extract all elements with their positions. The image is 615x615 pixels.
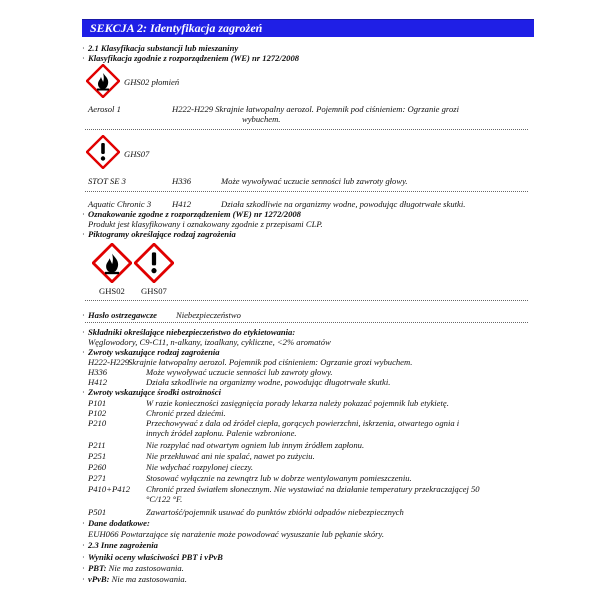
labeling-text: Produkt jest klasyfikowany i oznakowany zgodnie z przepisami CLP.: [88, 219, 323, 229]
bullet: ·: [82, 310, 85, 320]
precaution-text-2: innych źródeł zapłonu. Palenie wzbronione.: [146, 428, 297, 438]
components-text: Węglowodory, C9-C11, n-alkany, izoalkany, cykliczne, <2% aromatów: [88, 337, 331, 347]
precaution-text: Nie wdychać rozpylonej cieczy.: [146, 462, 254, 472]
vpvb-label: vPvB:: [88, 574, 110, 584]
additional-info-text: EUH066 Powtarzające się narażenie może powodować wysuszanie lub pękanie skóry.: [88, 529, 384, 539]
bullet: ·: [82, 574, 85, 584]
additional-info-title: Dane dodatkowe:: [88, 518, 150, 528]
pictogram-label-ghs02: GHS02: [99, 286, 125, 296]
aerosol-hazard-text: H222-H229 Skrajnie łatwopalny aerozol. Pojemnik pod ciśnieniem: Ogrzanie grozi: [172, 104, 459, 114]
bullet: ·: [82, 552, 85, 562]
precaution-code: P101: [88, 398, 107, 408]
precaution-text: Nie przekłuwać ani nie spalać, nawet po zużyciu.: [146, 451, 315, 461]
pbt-value: Nie ma zastosowania.: [108, 563, 184, 573]
section-header: [82, 19, 534, 37]
exclamation-icon: [86, 135, 120, 169]
hazard-text: Skrajnie łatwopalny aerozol. Pojemnik pod ciśnieniem: Ogrzanie grozi wybuchem.: [128, 357, 413, 367]
precaution-code: P102: [88, 408, 107, 418]
bullet: ·: [82, 563, 85, 573]
ghs07-label: GHS07: [124, 149, 150, 159]
precaution-text: Chronić przed światłem słonecznym. Nie wystawiać na działanie temperatury przekraczającej 50: [146, 484, 480, 494]
bullet: ·: [82, 327, 85, 337]
divider: [85, 322, 528, 323]
bullet: ·: [82, 229, 85, 239]
precaution-code: P260: [88, 462, 107, 472]
signal-word: Niebezpieczeństwo: [176, 310, 241, 320]
hazard-text: Działa szkodliwie na organizmy wodne, powodując długotrwałe skutki.: [146, 377, 391, 387]
precaution-code: P501: [88, 507, 107, 517]
subsection-title-2-3: 2.3 Inne zagrożenia: [88, 540, 158, 550]
precaution-text: W razie konieczności zasięgnięcia porady lekarza należy pokazać pojemnik lub etykietę.: [146, 398, 449, 408]
divider: [85, 129, 528, 130]
pictograms-title: Piktogramy określające rodzaj zagrożenia: [88, 229, 236, 239]
bullet: ·: [82, 347, 85, 357]
precaution-text: Chronić przed dziećmi.: [146, 408, 226, 418]
subsection-title-2-1: 2.1 Klasyfikacja substancji lub mieszaniny: [88, 43, 239, 53]
precaution-text: Stosować wyłącznie na zewnątrz lub w dobrze wentylowanym pomieszczeniu.: [146, 473, 412, 483]
precaution-code: P410+P412: [88, 484, 131, 494]
precautionary-title: Zwroty wskazujące środki ostrożności: [88, 387, 221, 397]
precaution-code: P210: [88, 418, 107, 428]
aerosol-class: Aerosol 1: [88, 104, 121, 114]
components-title: Składniki określające niebezpieczeństwo do etykietowania:: [88, 327, 296, 337]
precaution-text-2: °C/122 °F.: [146, 494, 183, 504]
hazard-statements-title: Zwroty wskazujące rodzaj zagrożenia: [88, 347, 220, 357]
vpvb-line: [88, 574, 187, 584]
bullet: ·: [82, 53, 85, 63]
stot-text: Może wywoływać uczucie senności lub zawroty głowy.: [221, 176, 408, 186]
classification-regulation: Klasyfikacja zgodnie z rozporządzeniem (WE) nr 1272/2008: [88, 53, 300, 63]
divider: [85, 191, 528, 192]
divider: [85, 300, 528, 301]
pbt-label: PBT:: [88, 563, 107, 573]
bullet: ·: [82, 209, 85, 219]
aquatic-text: Działa szkodliwie na organizmy wodne, powodując długotrwałe skutki.: [221, 199, 466, 209]
pbt-assessment-title: Wyniki oceny właściwości PBT i vPvB: [88, 552, 223, 562]
stot-class: STOT SE 3: [88, 176, 126, 186]
precaution-code: P251: [88, 451, 107, 461]
signal-word-label: Hasło ostrzegawcze: [88, 310, 157, 320]
pbt-line: [88, 563, 184, 573]
labeling-title: Oznakowanie zgodne z rozporządzeniem (WE) nr 1272/2008: [88, 209, 301, 219]
precaution-code: P211: [88, 440, 106, 450]
aquatic-code: H412: [172, 199, 192, 209]
pictogram-label-ghs07: GHS07: [141, 286, 167, 296]
flame-icon: [86, 64, 120, 98]
precaution-code: P271: [88, 473, 107, 483]
aquatic-class: Aquatic Chronic 3: [88, 199, 152, 209]
hazard-code: H222-H229: [88, 357, 130, 367]
bullet: ·: [82, 43, 85, 53]
vpvb-value: Nie ma zastosowania.: [111, 574, 187, 584]
precaution-text: Zawartość/pojemnik usuwać do punktów zbiórki odpadów niebezpiecznych: [146, 507, 404, 517]
bullet: ·: [82, 518, 85, 528]
ghs02-label: GHS02 płomień: [124, 77, 180, 87]
bullet: ·: [82, 540, 85, 550]
hazard-code: H336: [88, 367, 108, 377]
hazard-text: Może wywoływać uczucie senności lub zawroty głowy.: [146, 367, 333, 377]
flame-icon: [92, 243, 132, 283]
hazard-code: H412: [88, 377, 108, 387]
exclamation-icon: [134, 243, 174, 283]
precaution-text: Nie rozpylać nad otwartym ogniem lub innym źródłem zapłonu.: [146, 440, 365, 450]
precaution-text: Przechowywać z dala od źródeł ciepła, gorących powierzchni, iskrzenia, otwartego ognia i: [146, 418, 460, 428]
bullet: ·: [82, 387, 85, 397]
aerosol-hazard-text-2: wybuchem.: [242, 114, 281, 124]
stot-code: H336: [172, 176, 192, 186]
section-title: SEKCJA 2: Identyfikacja zagrożeń: [90, 21, 263, 35]
